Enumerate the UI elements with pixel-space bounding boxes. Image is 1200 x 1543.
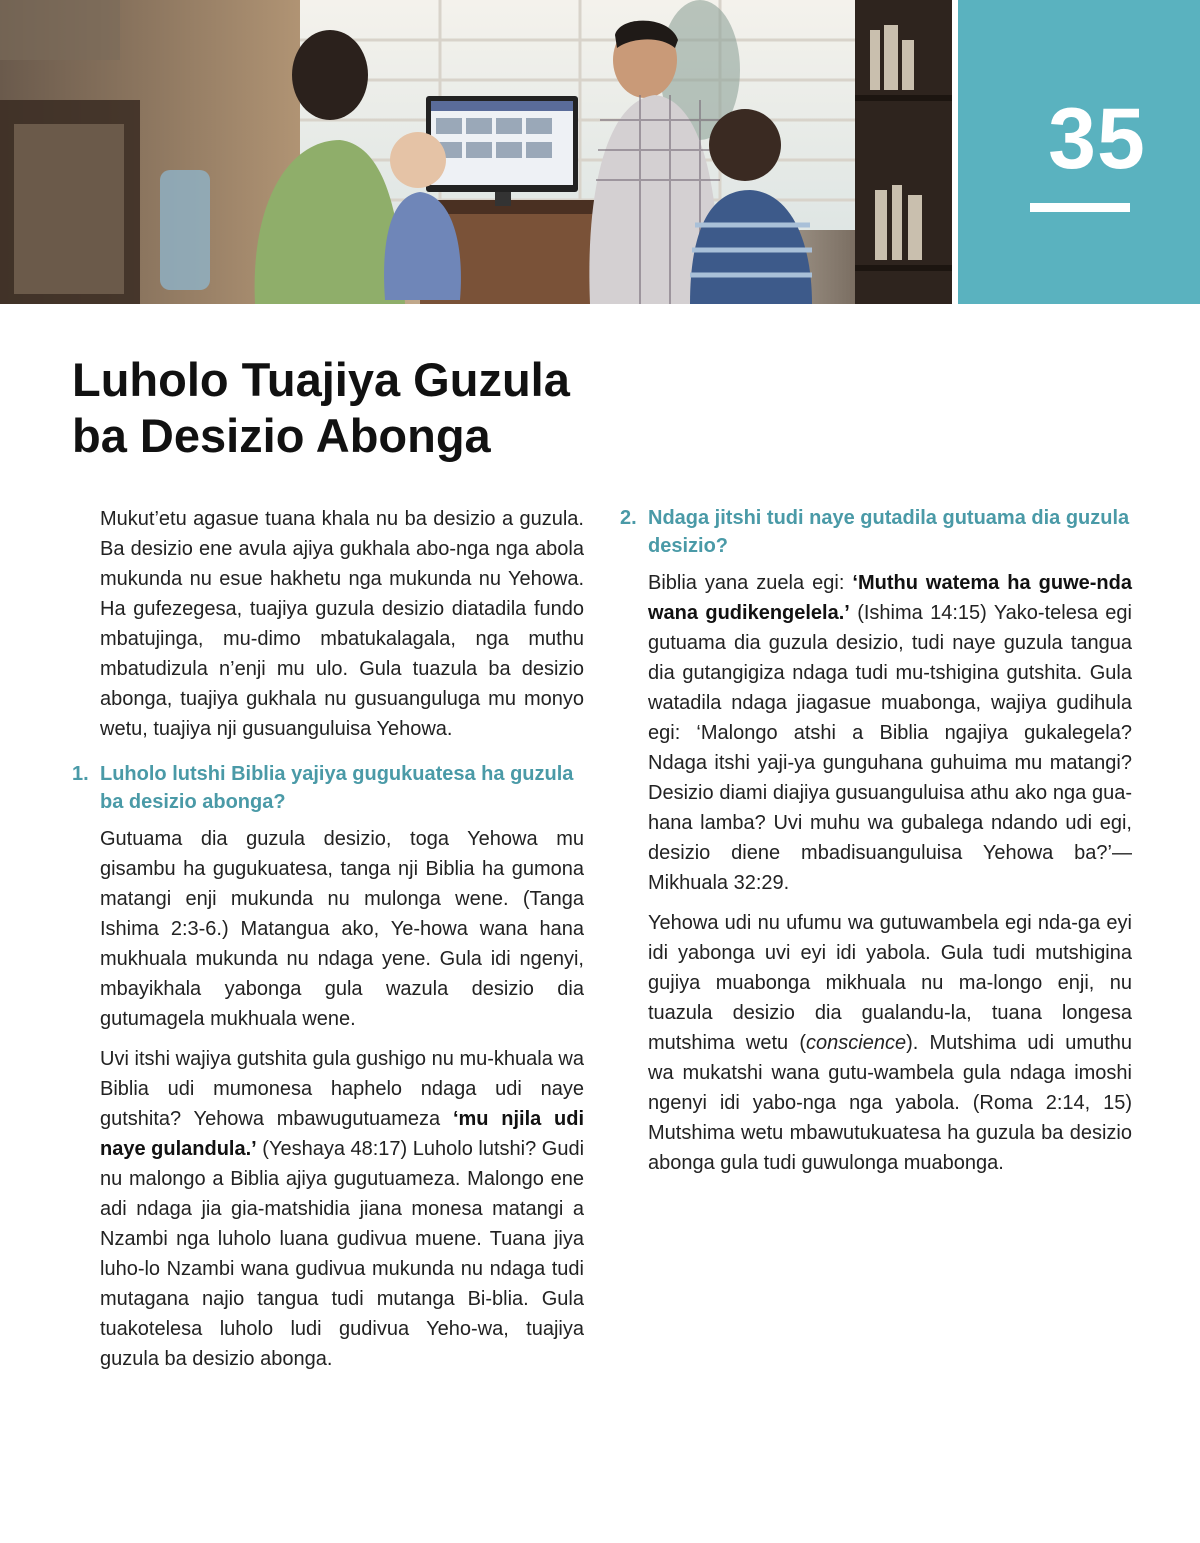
- section-2-paragraph-1: [648, 568, 1132, 898]
- question-1-text: Luholo lutshi Biblia yajiya gugukuatesa ha guzula ba desizio abonga?: [100, 763, 574, 813]
- page-title: [72, 352, 692, 464]
- lesson-number-box: [958, 0, 1200, 304]
- right-column: [620, 504, 1132, 1188]
- section-2-paragraph-2: [648, 908, 1132, 1178]
- left-column: [72, 504, 584, 1384]
- lesson-number: 35: [1048, 91, 1146, 187]
- section-1-paragraph-2-part-a: Uvi itshi wajiya gutshita gula gushigo nu mu-khuala wa Biblia udi mumonesa haphelo ndaga udi naye gutshita? Yehowa mbawugutuameza: [100, 1048, 584, 1130]
- section-2-paragraph-2-part-b: ). Mutshima udi umuthu wa mukatshi wana gutu-wambela gula ndaga imoshi ngenyi idi yabo-nga nga yabola. (Roma 2:14, 15) Mutshima wetu mbawutukuatesa ha guzula ba desizio abonga gula tudi guwulonga muabonga.: [648, 1032, 1132, 1174]
- section-1-paragraph-2: [100, 1044, 584, 1374]
- section-2-conscience-term: conscience: [806, 1032, 907, 1054]
- intro-paragraph: Mukut’etu agasue tuana khala nu ba desizio a guzula. Ba desizio ene avula ajiya gukhala abo-nga nga abola mukunda nu esue hakhetu nga mukunda nu Yehowa. Ha gufezegesa, tuajiya guzula desizio diatadila fundo mbatujinga, mu-dimo mbatukalagala, nga muthu mbatudizula n’enji mu ulo. Gula tuazula ba desizio abonga, tuajiya gukhala nu gusuanguluga mu monyo wetu, tuajiya nji gusuanguluisa Yehowa.: [100, 508, 584, 740]
- hero-photo: [0, 0, 952, 304]
- section-1-paragraph-1: Gutuama dia guzula desizio, toga Yehowa mu gisambu ha gugukuatesa, tanga nji Biblia ha gumona matangi enji mukunda nu mulonga wene. (Tanga Ishima 2:3-6.) Matangua ako, Ye-howa wana hana mukhuala mukunda nu ndaga yene. Gula idi ngenyi, mbayikhala yabonga gula wazula desizio dia gutumagela mukhuala wene.: [100, 828, 584, 1030]
- section-2-paragraph-1-part-b: (Ishima 14:15) Yako-telesa egi gutuama dia guzula desizio, tudi naye guzula tangua dia gutangigiza ndaga tudi mu-tshigina gutshita. Gula watadila ndaga jiagasue muabonga, wajiya gudihula egi: ‘Malongo atshi a Biblia ngajiya gukalegela? Ndaga itshi yaji-ya gunguhana guhuima mu matangi? Desizio diami diajiya gusuanguluisa athu ako nga gua-hana lamba? Uvi muhu wa gubalega ndando udi egi, desizio diene mbadisuanguluisa Yehowa ba?’—Mikhuala 32:29.: [648, 602, 1132, 894]
- question-1-heading: [72, 760, 584, 816]
- question-2-text: Ndaga jitshi tudi naye gutadila gutuama dia guzula desizio?: [648, 507, 1130, 557]
- page-title-line-2: ba Desizio Abonga: [72, 409, 491, 462]
- section-2-paragraph-2-part-a: Yehowa udi nu ufumu wa gutuwambela egi nda-ga eyi idi yabonga uvi eyi idi yabola. Gula tudi mutshigina gujiya muabonga mikhuala nu ma-longo enji, nu tuazula desizio dia gualandu-la, tuana longesa mutshima wetu (: [648, 912, 1132, 1054]
- section-2-paragraph-1-part-a: Biblia yana zuela egi:: [648, 572, 853, 594]
- section-1-quote: ‘mu njila udi naye gulandula.’: [100, 1108, 584, 1160]
- question-2-number: 2.: [620, 507, 637, 529]
- lesson-number-underline: [1030, 203, 1130, 212]
- section-1-paragraph-2-part-b: (Yeshaya 48:17) Luholo lutshi? Gudi nu malongo a Biblia ajiya gugutuameza. Malongo ene adi ndaga jia gia-matshidia jiana monesa matangi a Nzambi nga luholo luana gudivua muene. Tuana jiya luho-lo Nzambi wana gudivua mukunda nu ndaga tudi mutagana najio tangua tudi mutanga Bi-blia. Gula tuakotelesa luholo ludi gudivua Yeho-wa, tuajiya guzula ba desizio abonga.: [100, 1138, 585, 1370]
- section-2-quote: ‘Muthu watema ha guwe-nda wana gudikengelela.’: [648, 572, 1132, 624]
- page-title-line-1: Luholo Tuajiya Guzula: [72, 353, 570, 406]
- question-1-number: 1.: [72, 763, 89, 785]
- question-2-heading: [620, 504, 1132, 560]
